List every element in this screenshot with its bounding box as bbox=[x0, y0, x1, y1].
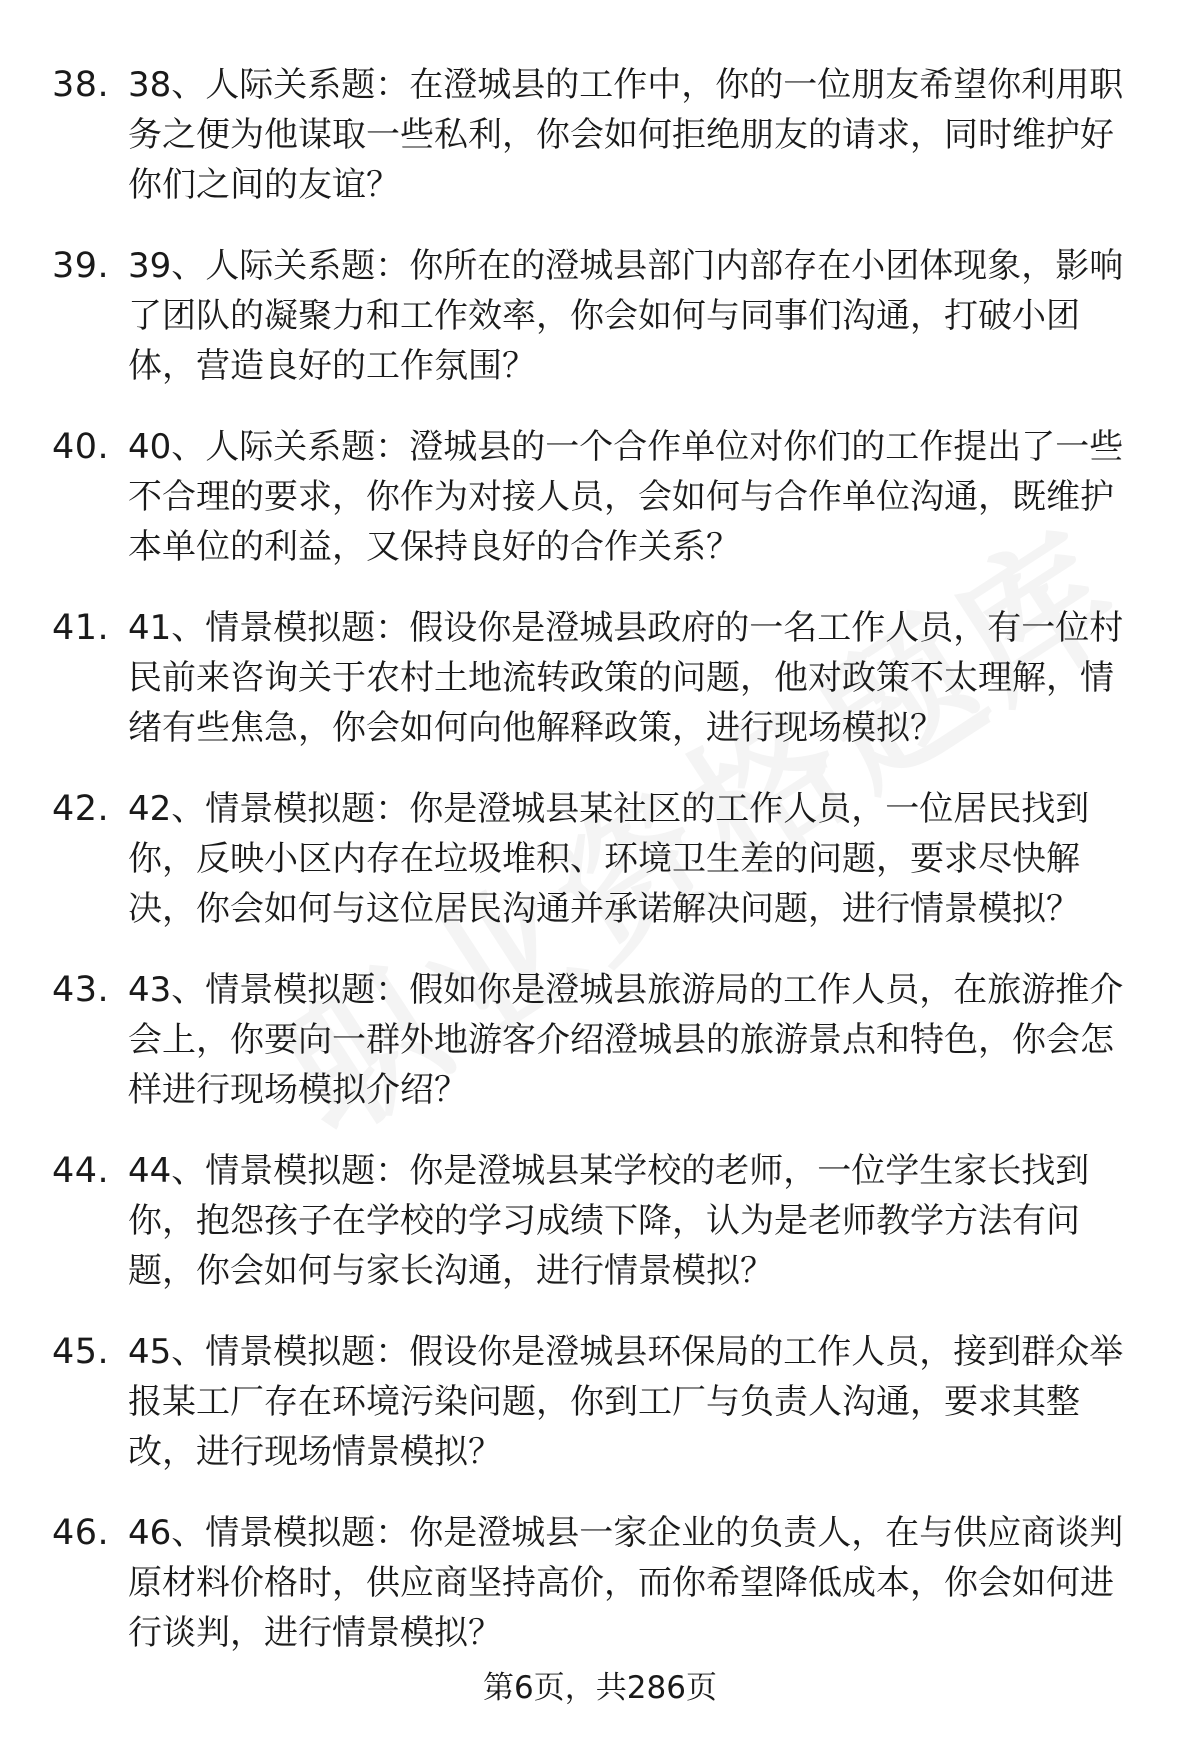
question-item-40 bbox=[0, 422, 1200, 603]
question-item-45 bbox=[0, 1327, 1200, 1508]
question-item-43 bbox=[0, 965, 1200, 1146]
question-item-44 bbox=[0, 1146, 1200, 1327]
question-item-39 bbox=[0, 241, 1200, 422]
question-number: 42. bbox=[52, 789, 110, 829]
question-number: 39. bbox=[52, 246, 110, 286]
question-number: 40. bbox=[52, 427, 110, 467]
question-text: 38、人际关系题：在澄城县的工作中，你的一位朋友希望你利用职务之便为他谋取一些私利，你会如何拒绝朋友的请求，同时维护好你们之间的友谊？ bbox=[128, 65, 1124, 205]
question-number: 38. bbox=[52, 65, 110, 105]
question-item-42 bbox=[0, 784, 1200, 965]
question-list bbox=[0, 60, 1200, 1689]
question-text: 44、情景模拟题：你是澄城县某学校的老师，一位学生家长找到你，抱怨孩子在学校的学习成绩下降，认为是老师教学方法有问题，你会如何与家长沟通，进行情景模拟？ bbox=[128, 1151, 1090, 1291]
question-text: 39、人际关系题：你所在的澄城县部门内部存在小团体现象，影响了团队的凝聚力和工作效率，你会如何与同事们沟通，打破小团体，营造良好的工作氛围？ bbox=[128, 246, 1124, 386]
question-text: 46、情景模拟题：你是澄城县一家企业的负责人，在与供应商谈判原材料价格时，供应商坚持高价，而你希望降低成本，你会如何进行谈判，进行情景模拟？ bbox=[128, 1513, 1124, 1653]
question-number: 46. bbox=[52, 1513, 110, 1553]
question-number: 44. bbox=[52, 1151, 110, 1191]
question-number: 43. bbox=[52, 970, 110, 1010]
question-text: 45、情景模拟题：假设你是澄城县环保局的工作人员，接到群众举报某工厂存在环境污染问题，你到工厂与负责人沟通，要求其整改，进行现场情景模拟？ bbox=[128, 1332, 1124, 1472]
question-text: 41、情景模拟题：假设你是澄城县政府的一名工作人员，有一位村民前来咨询关于农村土地流转政策的问题，他对政策不太理解，情绪有些焦急，你会如何向他解释政策，进行现场模拟？ bbox=[128, 608, 1124, 748]
question-number: 45. bbox=[52, 1332, 110, 1372]
question-number: 41. bbox=[52, 608, 110, 648]
question-item-46 bbox=[0, 1508, 1200, 1689]
question-text: 43、情景模拟题：假如你是澄城县旅游局的工作人员，在旅游推介会上，你要向一群外地游客介绍澄城县的旅游景点和特色，你会怎样进行现场模拟介绍？ bbox=[128, 970, 1124, 1110]
question-text: 40、人际关系题：澄城县的一个合作单位对你们的工作提出了一些不合理的要求，你作为对接人员，会如何与合作单位沟通，既维护本单位的利益，又保持良好的合作关系？ bbox=[128, 427, 1124, 567]
question-item-38 bbox=[0, 60, 1200, 241]
question-item-41 bbox=[0, 603, 1200, 784]
page-number-footer: 第6页，共286页 bbox=[483, 1670, 717, 1706]
question-text: 42、情景模拟题：你是澄城县某社区的工作人员，一位居民找到你，反映小区内存在垃圾堆积、环境卫生差的问题，要求尽快解决，你会如何与这位居民沟通并承诺解决问题，进行情景模拟？ bbox=[128, 789, 1090, 929]
